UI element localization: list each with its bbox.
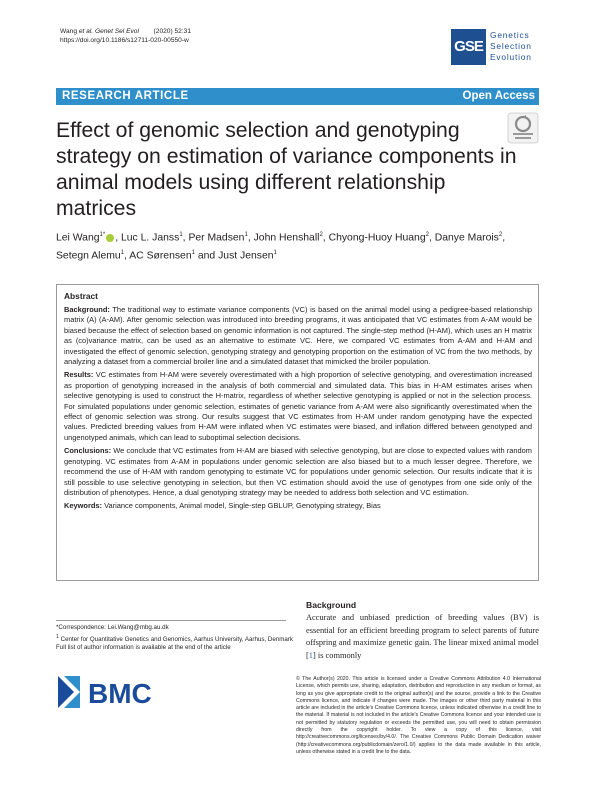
journal-word-2: Selection bbox=[490, 41, 532, 51]
correspondence-note: *Correspondence: Lei.Wang@mbg.au.dk bbox=[56, 624, 169, 631]
abstract-background-text: The traditional way to estimate variance components (VC) is based on the animal model using a pedigree-based relationship matrix (A) (A-AM). After genomic selection was introduced into breeding programs, it was anticipated that VC estimates from A-AM would be biased because the effect of selection based on genomic information is not captured. The single-step method (H-AM), which uses an H matrix as (co)variance matrix, can be used as an alternative to estimate VC. Here, we compared VC estimates from A-AM and H-AM and investigated the effect of genomic selection, genotyping strategy and genotyping proportion on the estimation of VC from the two methods, by analyzing a dataset from a commercial broiler line and a simulated dataset that mimicked the broiler population. bbox=[64, 305, 532, 367]
abstract-results bbox=[64, 370, 532, 443]
author-info-note: Full list of author information is available at the end of the article bbox=[56, 644, 231, 652]
abstract-heading: Abstract bbox=[64, 291, 98, 301]
author-affiliation: 1* bbox=[99, 232, 106, 238]
author-name[interactable]: Per Madsen bbox=[188, 232, 245, 244]
abstract-box bbox=[56, 284, 539, 581]
abstract-background bbox=[64, 305, 532, 367]
footnotes bbox=[56, 624, 296, 653]
affiliation-sup: 1 bbox=[56, 633, 59, 640]
doi-link[interactable]: https://doi.org/10.1186/s12711-020-00550-w bbox=[60, 36, 189, 44]
author-name[interactable]: AC Sørensen bbox=[129, 250, 192, 262]
abstract-results-label: Results: bbox=[64, 370, 94, 380]
citation-year: (2020) 52:31 bbox=[153, 28, 191, 35]
license-text: © The Author(s) 2020. This article is licensed under a Creative Commons Attribution 4.0 International License, which permits use, sharing, adaptation, distribution and reproduction in any medium or format, as long as you give appropriate credit to the original author(s) and the source, provide a link to the Creative Commons licence, and indicate if changes were made. The images or other third party material in this article are included in the article's Creative Commons licence, unless indicated otherwise in a credit line to the material. If material is not included in the article's Creative Commons licence and your intended use is not permitted by statutory regulation or exceeds the permitted use, you will need to obtain permission directly from the copyright holder. To view a copy of this licence, visit http://creativecommons.org/licenses/by/4.0/. The Creative Commons Public Domain Dedication waiver (http://creativecommons.org/publicdomain/zero/1.0/) applies to the data made available in this article, unless otherwise stated in a credit line to the data. bbox=[296, 676, 541, 755]
journal-word-1: Genetics bbox=[490, 30, 530, 40]
article-title: Effect of genomic selection and genotyping strategy on estimation of variance components in animal models using different relationship matrices bbox=[56, 119, 517, 220]
author-name[interactable]: Setegn Alemu bbox=[56, 250, 121, 262]
author-affiliation: 1 bbox=[191, 249, 195, 256]
open-access-label: Open Access bbox=[462, 90, 535, 102]
abstract-body bbox=[64, 305, 532, 515]
citation-journal: et al. Genet Sel Evol bbox=[78, 28, 139, 35]
journal-logo-words bbox=[490, 30, 532, 63]
abstract-results-text: VC estimates from H-AM were severely overestimated with a high proportion of selective genotyping, and overestimation increased as proportion of genotyping increased in the analysis of both commercial and simulated data. This bias in H-AM estimates arises when selective genotyping is used to construct the H-matrix, regardless of whether selective genotyping is applied or not in the selection process. For simulated populations under genomic selection, estimates of genetic variance from A-AM were also significantly overestimated when the effect of genomic selection was strong. Our results suggest that VC estimates from H-AM under random genotyping have the expected values. Predicted breeding values from H-AM were inflated when VC estimates were biased, and inflation differed between genotyped and ungenotyped animals, which can lead to suboptimal selection decisions. bbox=[64, 370, 532, 442]
author-affiliation: 2 bbox=[425, 232, 429, 238]
journal-logo-mark: GSE bbox=[451, 29, 486, 65]
citation-block bbox=[60, 28, 191, 45]
abstract-conclusions-label: Conclusions: bbox=[64, 446, 112, 456]
abstract-keywords bbox=[64, 501, 532, 511]
abstract-conclusions-text: We conclude that VC estimates from H-AM are biased with selective genotyping, but are close to expected values with random genotyping. VC estimates from A-AM in populations under genomic selection are also biased but to a much lesser degree. Therefore, we recommend the use of H-AM with random genotyping to estimate VC for populations under genomic selection. Our results indicate that it is still possible to use selective genotyping in selection, but then VC estimation should avoid the use of genotypes from one side only of the distribution of phenotypes. Hence, a dual genotyping strategy may be needed to address both selection and VC estimation. bbox=[64, 446, 532, 497]
background-heading: Background bbox=[306, 600, 357, 610]
bmc-logo-text: BMC bbox=[88, 678, 152, 709]
bmc-logo-mark bbox=[56, 672, 196, 712]
journal-logo bbox=[451, 29, 541, 69]
background-paragraph bbox=[306, 612, 539, 662]
background-text-start: Accurate and unbiased prediction of breeding values (BV) is essential for an efficient breeding program to select parents of future offspring and maximize genetic gain. The linear mixed animal model [ bbox=[306, 613, 539, 660]
affiliation-text: Center for Quantitative Genetics and Genomics, Aarhus University, Aarhus, Denmark bbox=[60, 635, 293, 643]
reference-link[interactable]: 1 bbox=[308, 650, 313, 660]
author-name[interactable]: John Henshall bbox=[253, 232, 320, 244]
author-affiliation: 2 bbox=[498, 232, 503, 238]
abstract-conclusions bbox=[64, 446, 532, 498]
author-affiliation: 1 bbox=[273, 249, 277, 256]
author-name[interactable]: Luc L. Janss bbox=[120, 232, 180, 244]
author-affiliation: 1 bbox=[179, 232, 183, 238]
author-name[interactable]: Danye Marois bbox=[434, 232, 499, 244]
journal-word-3: Evolution bbox=[490, 52, 532, 62]
affiliation-note bbox=[56, 633, 296, 645]
citation-author: Wang bbox=[60, 28, 79, 35]
author-name[interactable]: Chyong-Huoy Huang bbox=[328, 232, 426, 244]
author-list: Lei Wang$^{1*}$ , Luc L. Janss$^1$, Per Madsen$^1$, John Henshall$^2$, Chyong-Huoy Huang$^2$, Danye Marois$^2$, Setegn Alemu$^1$, AC Sørensen$^1$ and Just Jensen$^1$ bbox=[56, 232, 506, 262]
abstract-background-label: Background: bbox=[64, 305, 110, 314]
orcid-icon[interactable] bbox=[106, 234, 114, 242]
abstract-keywords-label: Keywords: bbox=[64, 501, 103, 511]
abstract-keywords-text: Variance components, Animal model, Single-step GBLUP, Genotyping strategy, Bias bbox=[102, 501, 381, 511]
footnote-divider bbox=[56, 620, 286, 621]
author-name[interactable]: Lei Wang bbox=[56, 232, 100, 244]
author-affiliation: 1 bbox=[244, 232, 248, 238]
article-type-label: RESEARCH ARTICLE bbox=[62, 90, 189, 102]
author-name[interactable]: Just Jensen bbox=[218, 250, 274, 262]
background-text-end: ] is commonly bbox=[312, 650, 362, 660]
bmc-logo bbox=[56, 672, 196, 712]
author-affiliation: 1 bbox=[120, 249, 125, 256]
author-affiliation: 2 bbox=[319, 232, 323, 238]
